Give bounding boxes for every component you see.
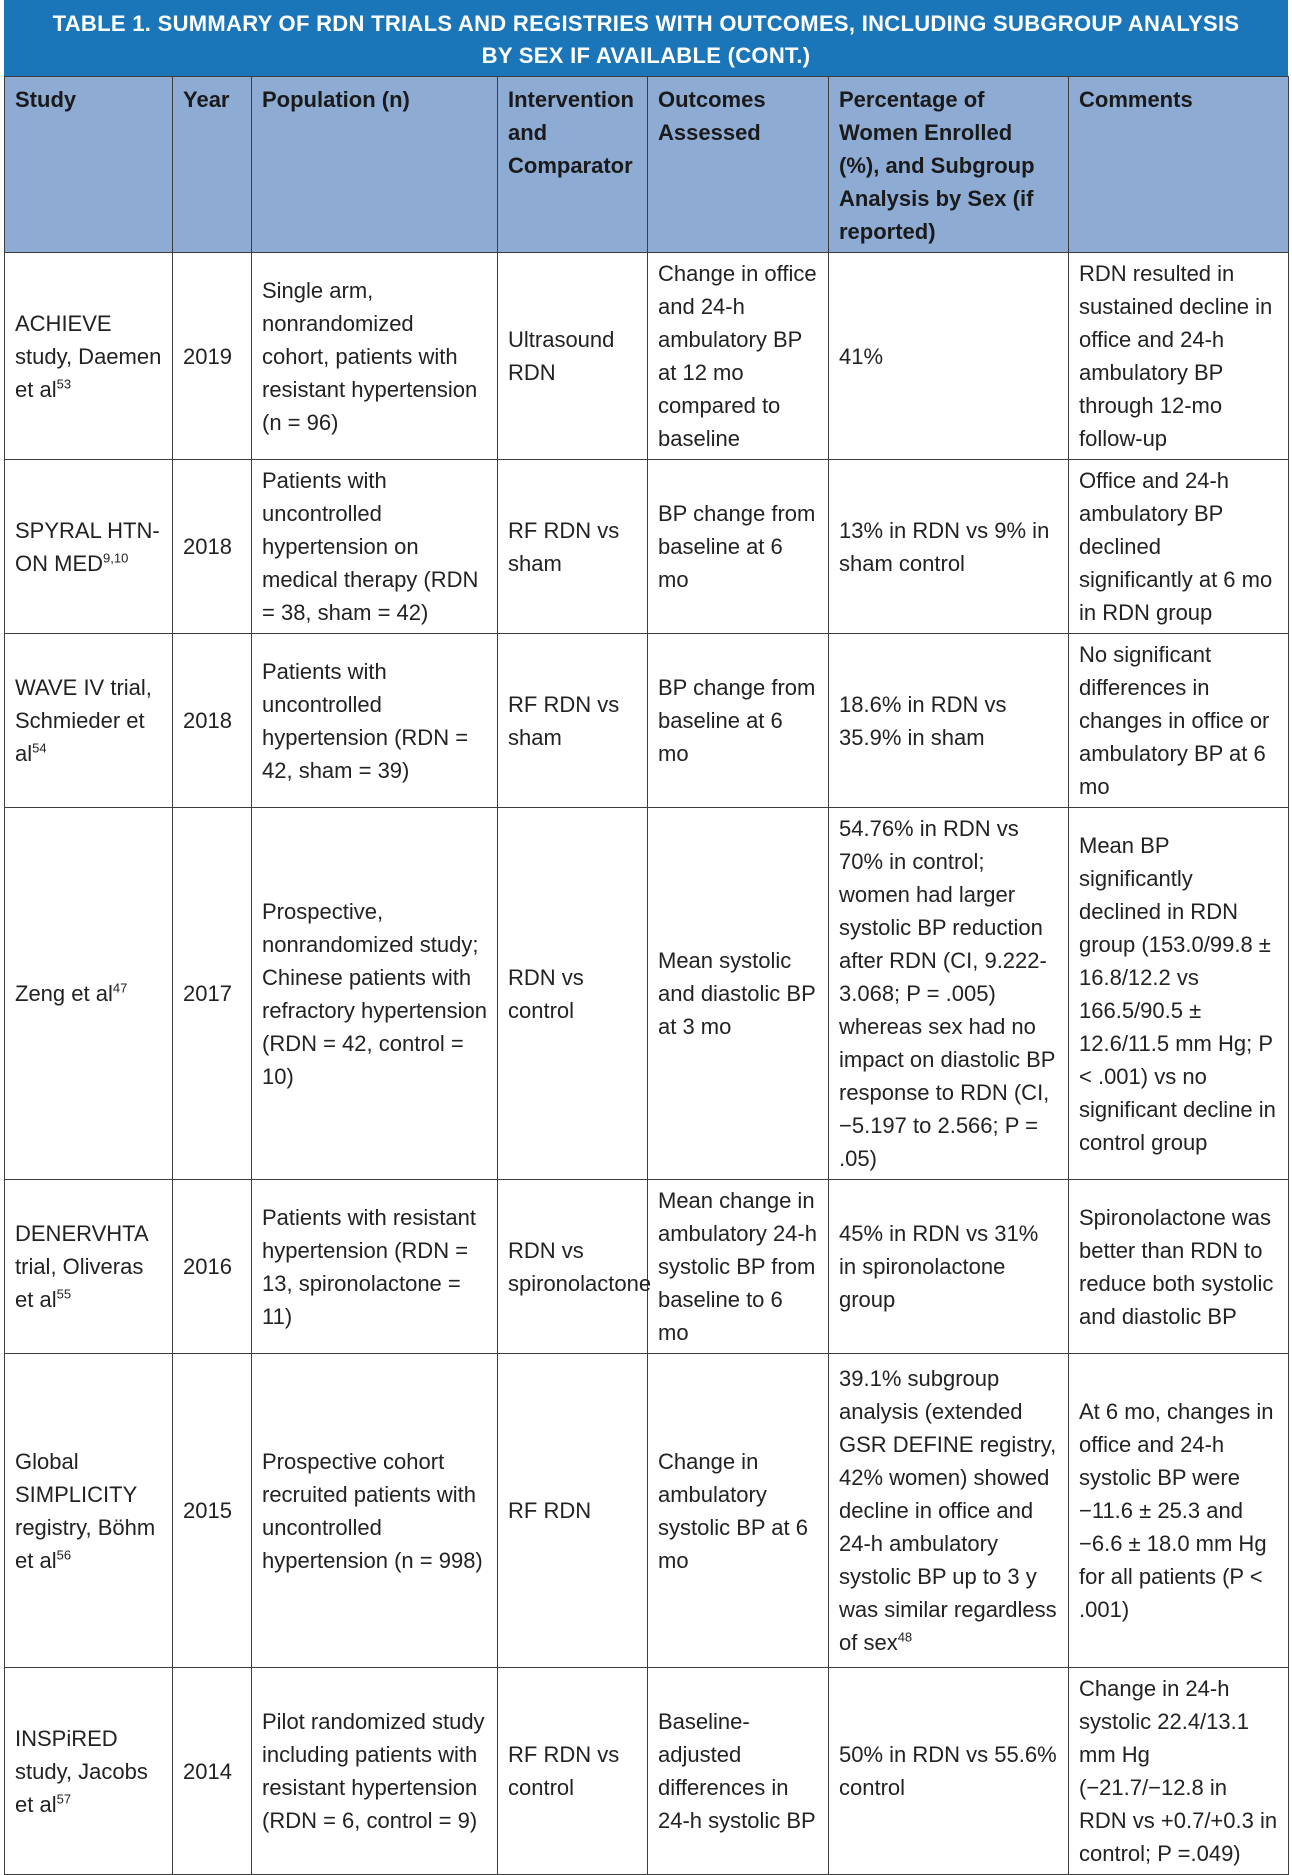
study-reference: 54 — [32, 740, 47, 756]
table-row — [5, 460, 1289, 634]
table-row — [5, 1180, 1289, 1354]
outcomes-cell: Baseline-adjusted differences in 24-h systolic BP — [648, 1668, 829, 1875]
comments-cell: No significant differences in changes in office or ambulatory BP at 6 mo — [1069, 634, 1289, 808]
comments-cell: Spironolactone was better than RDN to reduce both systolic and diastolic BP — [1069, 1180, 1289, 1354]
intervention-cell: RF RDN vs sham — [498, 634, 648, 808]
outcomes-cell: Mean systolic and diastolic BP at 3 mo — [648, 808, 829, 1180]
study-cell — [5, 460, 173, 634]
study-name: SPYRAL HTN-ON MED — [15, 517, 160, 576]
women-enrolled-cell — [829, 1354, 1069, 1668]
year-cell: 2015 — [173, 1354, 252, 1668]
women-enrolled-cell — [829, 460, 1069, 634]
population-cell: Patients with uncontrolled hypertension on medical therapy (RDN = 38, sham = 42) — [252, 460, 498, 634]
study-cell — [5, 1668, 173, 1875]
women-enrolled-text: 13% in RDN vs 9% in sham control — [839, 517, 1050, 576]
women-enrolled-text: 39.1% subgroup analysis (extended GSR DEFINE registry, 42% women) showed decline in office and 24-h ambulatory systolic BP up to 3 y was similar regardless of sex — [839, 1366, 1057, 1655]
comments-cell: RDN resulted in sustained decline in office and 24-h ambulatory BP through 12-mo follow-up — [1069, 253, 1289, 460]
outcomes-cell: Mean change in ambulatory 24-h systolic BP from baseline to 6 mo — [648, 1180, 829, 1354]
study-name: Zeng et al — [15, 981, 113, 1006]
women-enrolled-text: 45% in RDN vs 31% in spironolactone group — [839, 1221, 1039, 1312]
study-cell — [5, 634, 173, 808]
column-header-women-enrolled: Percentage of Women Enrolled (%), and Subgroup Analysis by Sex (if reported) — [829, 77, 1069, 253]
women-enrolled-cell — [829, 253, 1069, 460]
women-enrolled-text: 41% — [839, 343, 884, 369]
study-reference: 47 — [112, 980, 128, 996]
population-cell: Patients with uncontrolled hypertension (RDN = 42, sham = 39) — [252, 634, 498, 808]
year-cell: 2019 — [173, 253, 252, 460]
year-cell: 2018 — [173, 460, 252, 634]
table-title: TABLE 1. SUMMARY OF RDN TRIALS AND REGISTRIES WITH OUTCOMES, INCLUDING SUBGROUP ANALYSIS BY SEX IF AVAILABLE (CONT.) — [4, 0, 1288, 76]
women-enrolled-text: 54.76% in RDN vs 70% in control; women had larger systolic BP reduction after RDN (CI, 9.222-3.068; P = .005) whereas sex had no impact on diastolic BP response to RDN (CI, −5.197 to 2.566; P = .05) — [839, 816, 1056, 1171]
intervention-cell: RDN vs control — [498, 808, 648, 1180]
column-header-comments: Comments — [1069, 77, 1289, 253]
women-enrolled-cell — [829, 1668, 1069, 1875]
women-enrolled-cell — [829, 1180, 1069, 1354]
study-reference: 57 — [56, 1791, 72, 1807]
study-name: Global SIMPLICITY registry, Böhm et al — [15, 1448, 156, 1573]
population-cell: Prospective cohort recruited patients with uncontrolled hypertension (n = 998) — [252, 1354, 498, 1668]
study-name: INSPiRED study, Jacobs et al — [15, 1725, 148, 1817]
comments-cell: Office and 24-h ambulatory BP declined significantly at 6 mo in RDN group — [1069, 460, 1289, 634]
outcomes-cell: Change in office and 24-h ambulatory BP at 12 mo compared to baseline — [648, 253, 829, 460]
women-enrolled-cell — [829, 808, 1069, 1180]
study-reference: 56 — [56, 1547, 72, 1563]
population-cell: Patients with resistant hypertension (RDN = 13, spironolactone = 11) — [252, 1180, 498, 1354]
outcomes-cell: BP change from baseline at 6 mo — [648, 634, 829, 808]
study-cell — [5, 1180, 173, 1354]
outcomes-cell: Change in ambulatory systolic BP at 6 mo — [648, 1354, 829, 1668]
column-header-year: Year — [173, 77, 252, 253]
column-header-outcomes: Outcomes Assessed — [648, 77, 829, 253]
table-row — [5, 1354, 1289, 1668]
header-row — [5, 77, 1289, 253]
table-row — [5, 1668, 1289, 1875]
table-row — [5, 808, 1289, 1180]
intervention-cell: RF RDN vs control — [498, 1668, 648, 1875]
column-header-population: Population (n) — [252, 77, 498, 253]
women-enrolled-cell — [829, 634, 1069, 808]
study-cell — [5, 253, 173, 460]
table-row — [5, 634, 1289, 808]
study-reference: 53 — [56, 376, 72, 392]
year-cell: 2018 — [173, 634, 252, 808]
summary-table — [4, 76, 1289, 1875]
population-cell: Prospective, nonrandomized study; Chinese patients with refractory hypertension (RDN = 42, control = 10) — [252, 808, 498, 1180]
year-cell: 2017 — [173, 808, 252, 1180]
outcomes-cell: BP change from baseline at 6 mo — [648, 460, 829, 634]
study-name: WAVE IV trial, Schmieder et al — [15, 675, 152, 766]
population-cell: Single arm, nonrandomized cohort, patients with resistant hypertension (n = 96) — [252, 253, 498, 460]
study-reference: 55 — [56, 1286, 72, 1302]
column-header-study: Study — [5, 77, 173, 253]
comments-cell: Change in 24-h systolic 22.4/13.1 mm Hg (−21.7/−12.8 in RDN vs +0.7/+0.3 in control; P =.049) — [1069, 1668, 1289, 1875]
intervention-cell: RF RDN vs sham — [498, 460, 648, 634]
study-reference: 9,10 — [103, 550, 129, 566]
population-cell: Pilot randomized study including patients with resistant hypertension (RDN = 6, control = 9) — [252, 1668, 498, 1875]
women-reference: 48 — [897, 1629, 913, 1645]
year-cell: 2014 — [173, 1668, 252, 1875]
women-enrolled-text: 50% in RDN vs 55.6% control — [839, 1742, 1057, 1800]
comments-cell: Mean BP significantly declined in RDN group (153.0/99.8 ± 16.8/12.2 vs 166.5/90.5 ± 12.6/11.5 mm Hg; P < .001) vs no significant decline in control group — [1069, 808, 1289, 1180]
study-name: ACHIEVE study, Daemen et al — [15, 310, 162, 402]
intervention-cell: RDN vs spironolactone — [498, 1180, 648, 1354]
table-row — [5, 253, 1289, 460]
intervention-cell: Ultrasound RDN — [498, 253, 648, 460]
study-cell — [5, 1354, 173, 1668]
comments-cell: At 6 mo, changes in office and 24-h systolic BP were −11.6 ± 25.3 and −6.6 ± 18.0 mm Hg for all patients (P < .001) — [1069, 1354, 1289, 1668]
year-cell: 2016 — [173, 1180, 252, 1354]
study-name: DENERVHTA trial, Oliveras et al — [15, 1221, 148, 1312]
women-enrolled-text: 18.6% in RDN vs 35.9% in sham — [839, 691, 1007, 750]
intervention-cell: RF RDN — [498, 1354, 648, 1668]
column-header-intervention: Intervention and Comparator — [498, 77, 648, 253]
study-cell — [5, 808, 173, 1180]
